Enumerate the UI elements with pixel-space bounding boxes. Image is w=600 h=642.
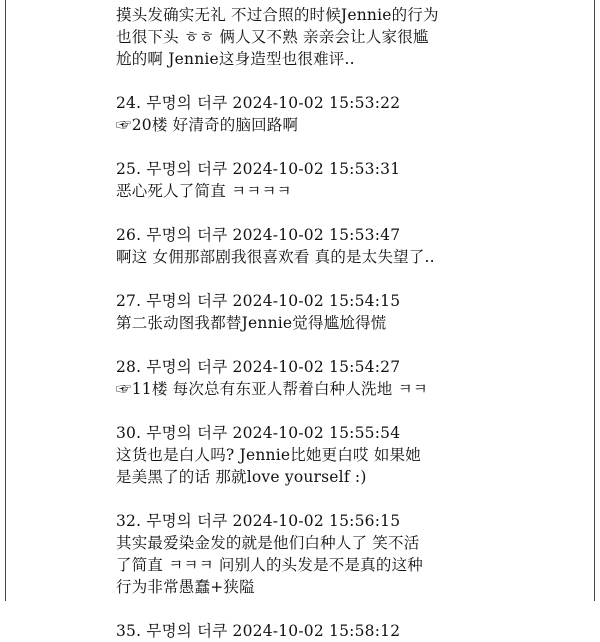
comment-author: 무명의 더쿠 [146, 358, 228, 376]
comment-header [116, 510, 560, 532]
comment-32 [116, 510, 560, 598]
comment-body-line: ☞11楼 每次总有东亚人帮着白种人洗地 ㅋㅋ [116, 380, 428, 398]
comment-thread [116, 4, 560, 642]
comment-30 [116, 422, 560, 488]
comment-body-line: 其实最爱染金发的就是他们白种人了 笑不活 [116, 534, 420, 552]
page-border-left [5, 0, 6, 601]
comment-header [116, 92, 560, 114]
comment-number: 32. [116, 512, 142, 530]
intro-line: 也很下头 ㅎㅎ 俩人又不熟 亲亲会让人家很尴 [116, 28, 429, 46]
comment-body-line: 恶心死人了简直 ㅋㅋㅋㅋ [116, 182, 292, 200]
comment-body-line: 行为非常愚蠢+狭隘 [116, 578, 255, 596]
comment-author: 무명의 더쿠 [146, 622, 228, 640]
comment-number: 27. [116, 292, 142, 310]
comment-number: 26. [116, 226, 142, 244]
comment-35 [116, 620, 560, 642]
comment-number: 35. [116, 622, 142, 640]
comment-author: 무명의 더쿠 [146, 226, 228, 244]
comment-body-line: 啊这 女佣那部剧我很喜欢看 真的是太失望了.. [116, 248, 435, 266]
comment-header [116, 158, 560, 180]
comment-header [116, 422, 560, 444]
comment-header [116, 224, 560, 246]
comment-timestamp: 2024-10-02 15:55:54 [232, 424, 401, 442]
comment-body-line: 是美黑了的话 那就love yourself :) [116, 468, 367, 486]
comment-timestamp: 2024-10-02 15:53:22 [232, 94, 401, 112]
comment-28 [116, 356, 560, 400]
comment-timestamp: 2024-10-02 15:54:27 [232, 358, 401, 376]
comment-number: 25. [116, 160, 142, 178]
comment-number: 24. [116, 94, 142, 112]
comment-26 [116, 224, 560, 268]
comment-author: 무명의 더쿠 [146, 160, 228, 178]
comment-timestamp: 2024-10-02 15:58:12 [232, 622, 401, 640]
comment-timestamp: 2024-10-02 15:53:47 [232, 226, 401, 244]
comment-author: 무명의 더쿠 [146, 424, 228, 442]
comment-header [116, 356, 560, 378]
comment-author: 무명의 더쿠 [146, 512, 228, 530]
comment-body-line: 第二张动图我都替Jennie觉得尴尬得慌 [116, 314, 387, 332]
intro-line: 尬的啊 Jennie这身造型也很难评.. [116, 50, 355, 68]
comment-header [116, 290, 560, 312]
comment-body-line: ☞20楼 好清奇的脑回路啊 [116, 116, 299, 134]
comment-body-line: 这货也是白人吗? Jennie比她更白哎 如果她 [116, 446, 421, 464]
page-border-right [594, 0, 595, 601]
intro-text [116, 4, 560, 70]
comment-timestamp: 2024-10-02 15:56:15 [232, 512, 401, 530]
comment-24 [116, 92, 560, 136]
comment-body-line: 了简直 ㅋㅋㅋ 问别人的头发是不是真的这种 [116, 556, 423, 574]
comment-27 [116, 290, 560, 334]
intro-line: 摸头发确实无礼 不过合照的时候Jennie的行为 [116, 6, 439, 24]
comment-author: 무명의 더쿠 [146, 94, 228, 112]
comment-number: 30. [116, 424, 142, 442]
comment-timestamp: 2024-10-02 15:53:31 [232, 160, 401, 178]
comment-header [116, 620, 560, 642]
comment-timestamp: 2024-10-02 15:54:15 [232, 292, 401, 310]
comment-author: 무명의 더쿠 [146, 292, 228, 310]
comment-number: 28. [116, 358, 142, 376]
comment-25 [116, 158, 560, 202]
